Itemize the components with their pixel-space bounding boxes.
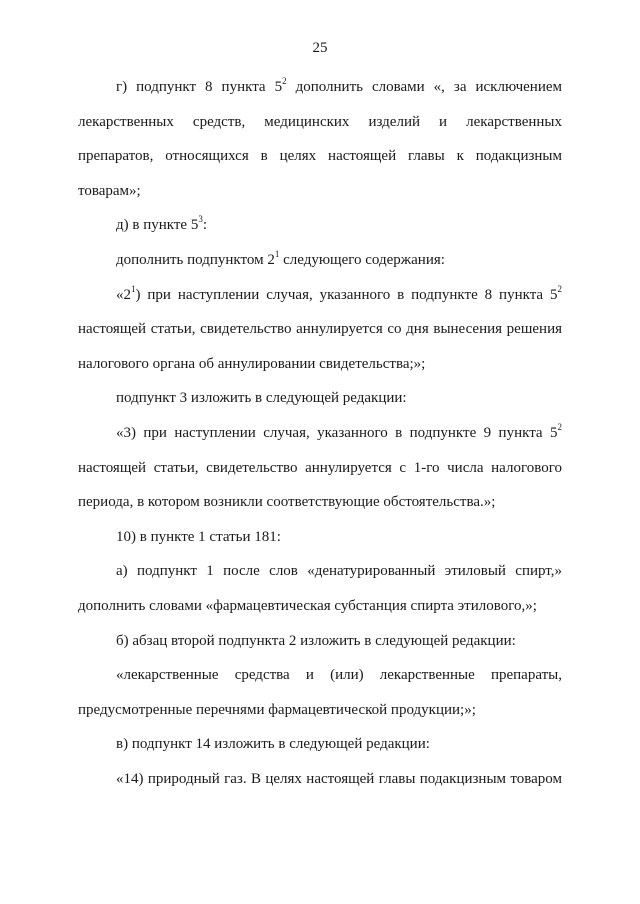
text-run: а) подпункт 1 после слов «денатурированный этиловый спирт,» дополнить словами «фармацевтическая субстанция спирта этилового,»;	[78, 563, 562, 614]
text-run: подпункт 3 изложить в следующей редакции:	[116, 390, 407, 407]
superscript: 1	[131, 283, 136, 294]
superscript: 1	[274, 248, 280, 259]
paragraph-p11	[78, 727, 562, 762]
paragraph-p5	[78, 381, 562, 416]
text-run: дополнить подпунктом 2	[116, 251, 275, 268]
superscript: 3	[198, 214, 203, 225]
text-run: дополнить словами «, за исключением лекарственных средств, медицинских изделий и лекарственных препаратов, относящихся в целях настоящей главы к подакцизным товарам»;	[78, 79, 562, 199]
text-run: следующего содержания:	[279, 251, 445, 268]
paragraph-p9	[78, 624, 562, 659]
text-run: «3) при наступлении случая, указанного в подпункте 9 пункта 5	[116, 424, 558, 441]
text-run: «14) природный газ. В целях настоящей главы подакцизным товаром	[116, 770, 562, 787]
paragraph-p6	[78, 416, 562, 520]
text-run: г) подпункт 8 пункта 5	[116, 79, 283, 95]
superscript: 2	[282, 76, 287, 86]
paragraph-p12	[78, 762, 562, 797]
paragraph-p8	[78, 554, 562, 623]
paragraph-p4	[78, 278, 562, 382]
paragraph-p7	[78, 520, 562, 555]
text-run: «лекарственные средства и (или) лекарственные препараты, предусмотренные перечнями фармацевтической продукции;»;	[78, 667, 562, 718]
text-run: «2	[116, 286, 131, 303]
paragraph-p1	[78, 70, 562, 208]
text-run: настоящей статьи, свидетельство аннулируется со дня вынесения решения налогового органа об аннулировании свидетельства;»;	[78, 321, 562, 372]
paragraph-p2	[78, 208, 562, 243]
text-run: :	[202, 217, 207, 234]
text-run: б) абзац второй подпункта 2 изложить в следующей редакции:	[116, 632, 516, 649]
document-body	[78, 70, 562, 796]
page-number: 25	[312, 40, 328, 56]
text-run: 10) в пункте 1 статьи 181:	[116, 528, 281, 545]
text-run: ) при наступлении случая, указанного в подпункте 8 пункта 5	[135, 286, 558, 303]
paragraph-p3	[78, 243, 562, 278]
superscript: 2	[557, 283, 562, 294]
text-run: настоящей статьи, свидетельство аннулируется с 1-го числа налогового периода, в котором возникли соответствующие обстоятельства.»;	[78, 459, 562, 511]
text-run: в) подпункт 14 изложить в следующей редакции:	[116, 736, 430, 753]
superscript: 2	[557, 421, 562, 432]
paragraph-p10	[78, 658, 562, 727]
text-run: д) в пункте 5	[116, 217, 199, 234]
